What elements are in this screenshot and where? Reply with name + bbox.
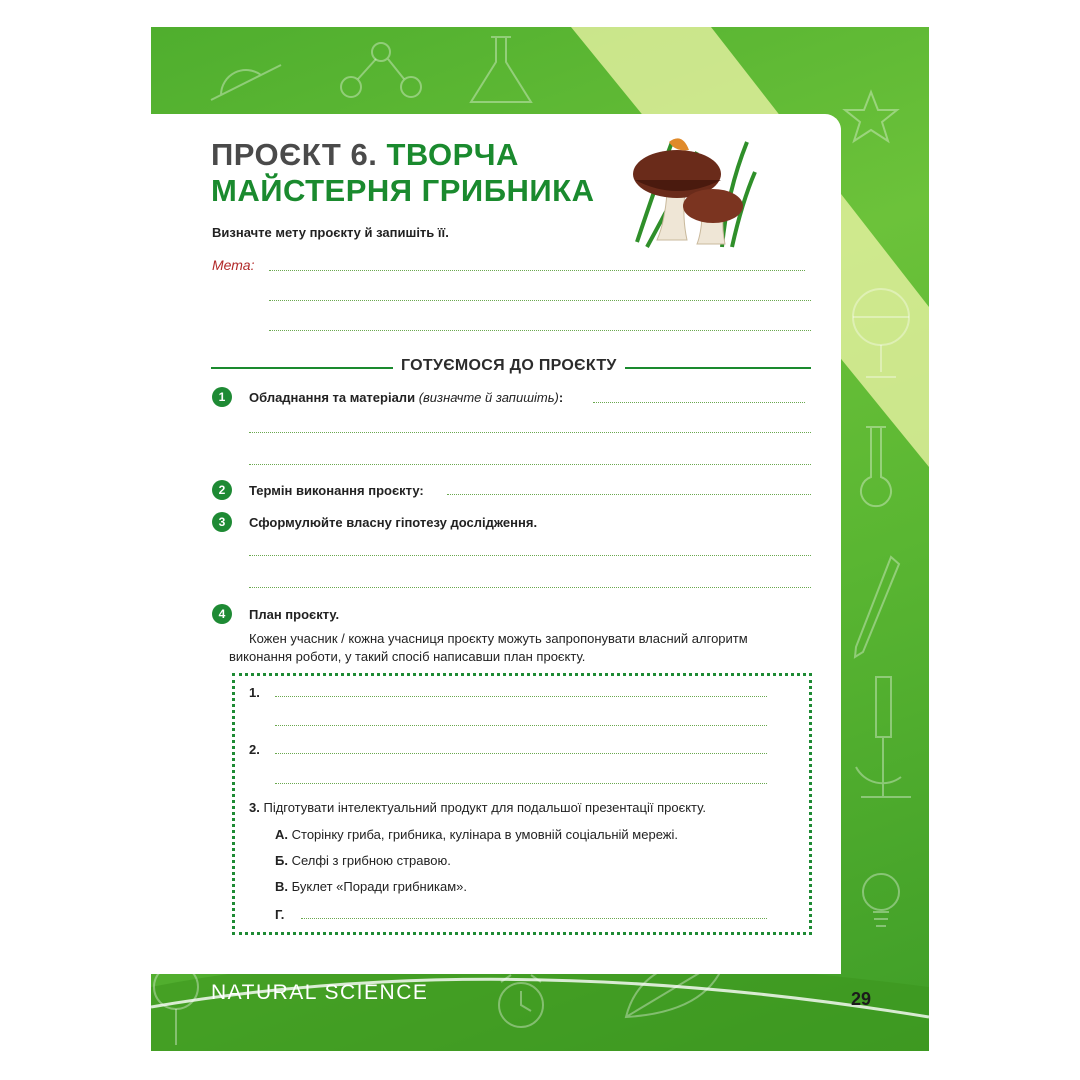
goal-answer-line-3[interactable] — [269, 330, 811, 331]
plan-option-d-letter: Г. — [275, 907, 285, 922]
plan-step-2-number: 2. — [249, 742, 260, 757]
plan-step-2-line-1[interactable] — [275, 753, 767, 754]
section-title: ГОТУЄМОСЯ ДО ПРОЄКТУ — [401, 357, 617, 374]
flask-doodle-icon — [461, 32, 541, 112]
page-title — [211, 137, 594, 209]
item-plan-label: План проєкту. — [249, 607, 340, 622]
plan-intro-line-1: Кожен учасник / кожна учасниця проєкту можуть запропонувати власний алгоритм — [249, 631, 748, 646]
option-text: Сторінку гриба, грибника, кулінара в умовній соціальній мережі. — [291, 827, 678, 842]
globe-doodle-icon — [846, 277, 916, 387]
alarm-clock-doodle-icon — [491, 967, 551, 1037]
item-number-badge: 4 — [212, 604, 232, 624]
item-equipment-note: (визначте й запишіть) — [418, 390, 559, 405]
plan-option-d-line[interactable] — [301, 918, 767, 919]
plan-intro-line-2: виконання роботи, у такий спосіб написавши план проєкту. — [229, 649, 586, 664]
plan-option-a — [275, 827, 678, 842]
hypothesis-answer-line-1[interactable] — [249, 555, 811, 556]
goal-answer-line-1[interactable] — [269, 270, 805, 271]
plan-option-b — [275, 853, 451, 868]
item-number-badge: 1 — [212, 387, 232, 407]
section-heading — [211, 357, 811, 377]
plan-option-c — [275, 879, 467, 894]
section-rule-left — [211, 367, 393, 369]
hypothesis-answer-line-2[interactable] — [249, 587, 811, 588]
title-project-number: ПРОЄКТ 6. — [211, 137, 378, 172]
pencil-doodle-icon — [851, 552, 901, 662]
plan-step-3-number: 3. — [249, 800, 260, 815]
mushroom-illustration — [627, 122, 757, 252]
plan-step-3 — [249, 800, 706, 815]
item-number-badge: 2 — [212, 480, 232, 500]
protractor-doodle-icon — [206, 45, 286, 105]
item-equipment-label — [249, 390, 563, 405]
molecule-doodle-icon — [336, 37, 426, 107]
equipment-answer-line-3[interactable] — [249, 464, 811, 465]
deadline-answer-line[interactable] — [447, 494, 811, 495]
item-deadline-label: Термін виконання проєкту: — [249, 483, 424, 498]
plan-step-1-number: 1. — [249, 685, 260, 700]
item-equipment-text: Обладнання та матеріали — [249, 390, 416, 405]
equipment-answer-line-2[interactable] — [249, 432, 811, 433]
plan-step-1-line-1[interactable] — [275, 696, 767, 697]
option-letter: Б. — [275, 853, 288, 868]
light-bulb-doodle-icon — [856, 867, 906, 937]
item-equipment-colon: : — [558, 390, 564, 405]
goal-instruction: Визначте мету проєкту й запишіть її. — [212, 225, 449, 240]
footer-subject-label: NATURAL SCIENCE — [211, 981, 429, 1004]
microscope-doodle-icon — [841, 667, 921, 817]
item-hypothesis-label: Сформулюйте власну гіпотезу дослідження. — [249, 515, 538, 530]
option-letter: В. — [275, 879, 288, 894]
option-text: Буклет «Поради грибникам». — [291, 879, 467, 894]
equipment-answer-line-1[interactable] — [593, 402, 805, 403]
goal-answer-line-2[interactable] — [269, 300, 811, 301]
star-doodle-icon — [841, 87, 901, 147]
plan-step-2-line-2[interactable] — [275, 783, 767, 784]
page-number: 29 — [851, 989, 872, 1009]
item-number-badge: 3 — [212, 512, 232, 532]
title-project-word: ТВОРЧА — [386, 137, 519, 172]
plan-step-3-text: Підготувати інтелектуальний продукт для подальшої презентації проєкту. — [263, 800, 706, 815]
goal-label: Мета: — [212, 257, 255, 273]
section-rule-right — [625, 367, 811, 369]
plan-step-1-line-2[interactable] — [275, 725, 767, 726]
test-tube-doodle-icon — [846, 422, 906, 522]
option-letter: А. — [275, 827, 288, 842]
title-line-two: МАЙСТЕРНЯ ГРИБНИКА — [211, 173, 595, 208]
option-text: Селфі з грибною стравою. — [291, 853, 451, 868]
page-background — [151, 27, 929, 1051]
